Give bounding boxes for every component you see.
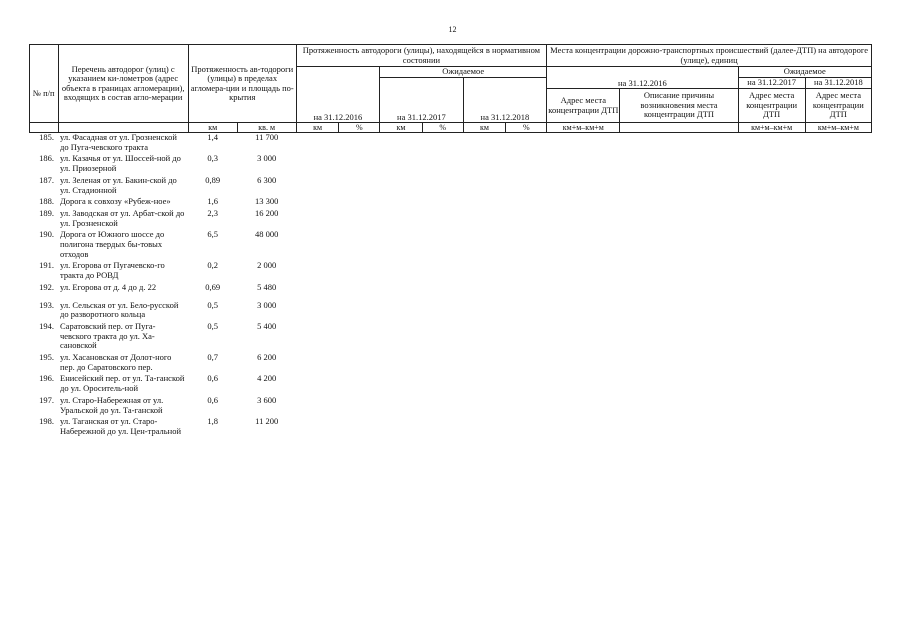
road-area: 6 200 <box>257 352 277 363</box>
unit-empty <box>620 123 738 133</box>
table-row <box>30 261 872 282</box>
unit-empty <box>58 123 188 133</box>
road-name: ул. Казачья от ул. Шоссей-ной до ул. Приозерной <box>60 153 181 174</box>
road-length: 1,8 <box>207 416 219 427</box>
unit-empty <box>30 123 59 133</box>
road-length: 1,6 <box>207 196 219 207</box>
road-area: 5 480 <box>257 281 277 292</box>
table-row <box>30 209 872 230</box>
road-length: 2,3 <box>207 207 219 218</box>
header-dtp-address-2018: Адрес места концентрации ДТП <box>805 89 871 123</box>
table-row <box>30 353 872 374</box>
row-number: 187. <box>39 174 54 185</box>
road-length: 0,89 <box>205 174 221 185</box>
road-area: 2 000 <box>257 260 277 271</box>
road-area: 4 200 <box>257 373 277 384</box>
unit-km-2016: км <box>296 123 339 133</box>
page-number: 12 <box>448 25 457 34</box>
road-name: Саратовский пер. от Пуга-чевского тракта до ул. Ха-сановской <box>60 320 156 351</box>
header-normative-2018: на 31.12.2018 <box>463 78 547 123</box>
row-number: 186. <box>39 153 54 164</box>
road-name: ул. Егорова от Пугачевско-го тракта до РОВД <box>60 260 165 281</box>
table-row <box>30 230 872 261</box>
row-number: 198. <box>39 416 54 427</box>
row-number: 191. <box>39 260 54 271</box>
row-number: 192. <box>39 281 54 292</box>
row-number: 190. <box>39 229 54 240</box>
header-dtp-expected: Ожидаемое <box>738 67 871 78</box>
unit-sq-m: кв. м <box>237 123 296 133</box>
header-normative-expected: Ожидаемое <box>380 67 547 78</box>
road-area: 5 400 <box>257 320 277 331</box>
table-row <box>30 322 872 353</box>
road-name: ул. Фасадная от ул. Грозненской до Пуга-чевского тракта <box>60 132 177 152</box>
road-name: Енисейский пер. от ул. Та-ганской до ул. Ороситель-ной <box>60 373 185 394</box>
road-area: 3 000 <box>257 299 277 310</box>
table-row <box>30 154 872 175</box>
road-length: 0,3 <box>207 153 219 164</box>
table-row <box>30 301 872 322</box>
row-number: 197. <box>39 394 54 405</box>
road-length: 6,5 <box>207 229 219 240</box>
table-body <box>30 133 872 439</box>
table-row <box>30 417 872 438</box>
road-length: 0,2 <box>207 260 219 271</box>
row-number: 194. <box>39 320 54 331</box>
road-area: 3 000 <box>257 153 277 164</box>
units-row <box>30 123 872 133</box>
header-dtp-address-2017: Адрес места концентрации ДТП <box>738 89 805 123</box>
header-normative-2016: на 31.12.2016 <box>296 67 379 123</box>
road-name: ул. Сельская от ул. Бело-русской до разворотного кольца <box>60 299 179 320</box>
header-normative-2017: на 31.12.2017 <box>380 78 463 123</box>
unit-percent-2016: % <box>339 123 380 133</box>
header-dtp-description: Описание причины возникновения места концентрации ДТП <box>620 89 738 123</box>
road-name: ул. Таганская от ул. Старо-Набережной до ул. Цен-тральной <box>60 416 182 436</box>
unit-km-2018: км <box>463 123 506 133</box>
roads-table <box>29 44 872 439</box>
road-area: 3 600 <box>257 394 277 405</box>
unit-kmm-2017: км+м–км+м <box>738 123 805 133</box>
road-length: 1,4 <box>207 132 219 142</box>
row-number: 188. <box>39 196 54 207</box>
road-name: Дорога к совхозу «Рубеж-ное» <box>60 196 171 207</box>
unit-percent-2017: % <box>422 123 463 133</box>
road-area: 11 700 <box>255 132 279 142</box>
road-length: 0,6 <box>207 394 219 405</box>
row-number: 195. <box>39 352 54 363</box>
header-dtp-address: Адрес места концентрации ДТП <box>547 89 620 123</box>
header-dtp-2016: на 31.12.2016 <box>547 67 738 89</box>
unit-kmm-2016: км+м–км+м <box>547 123 620 133</box>
road-length: 0,5 <box>207 320 219 331</box>
road-length: 0,69 <box>205 281 221 292</box>
header-dtp-2018: на 31.12.2018 <box>805 78 871 89</box>
road-name: ул. Егорова от д. 4 до д. 22 <box>60 281 157 292</box>
unit-kmm-2018: км+м–км+м <box>805 123 871 133</box>
road-name: ул. Старо-Набережная от ул. Уральской до ул. Та-ганской <box>60 394 164 415</box>
road-area: 13 300 <box>254 196 279 207</box>
unit-percent-2018: % <box>506 123 547 133</box>
header-dtp-places: Места концентрации дорожно-транспортных происшествий (далее-ДТП) на автодороге (улице), единиц <box>547 45 872 67</box>
header-length: Протяженность ав-тодороги (улицы) в пределах агломера-ции и площадь по-крытия <box>188 45 296 123</box>
row-number: 189. <box>39 207 54 218</box>
road-area: 11 200 <box>255 416 279 427</box>
table-row <box>30 283 872 301</box>
road-name: ул. Зеленая от ул. Бакин-ской до ул. Стадионной <box>60 174 177 195</box>
header-road-list: Перечень автодорог (улиц) с указанием ки-лометров (адрес объекта в границах агломерации), входящих в состав агло-мерации <box>58 45 188 123</box>
road-area: 6 300 <box>257 174 277 185</box>
header-dtp-2017: на 31.12.2017 <box>738 78 805 89</box>
unit-km: км <box>188 123 237 133</box>
table-row <box>30 176 872 197</box>
road-name: Дорога от Южного шоссе до полигона твердых бы-товых отходов <box>60 229 165 259</box>
road-name: ул. Хасановская от Долот-ного пер. до Саратовского пер. <box>60 352 172 372</box>
header-number: № п/п <box>30 45 59 123</box>
table-row <box>30 396 872 417</box>
road-area: 48 000 <box>254 229 279 240</box>
road-area: 16 200 <box>254 207 279 218</box>
road-length: 0,6 <box>207 373 219 384</box>
row-number: 185. <box>39 132 54 142</box>
row-number: 193. <box>39 299 54 310</box>
road-length: 0,5 <box>207 299 219 310</box>
table-row <box>30 133 872 155</box>
unit-km-2017: км <box>380 123 423 133</box>
table-header <box>30 45 872 133</box>
row-number: 196. <box>39 373 54 384</box>
table-row <box>30 374 872 395</box>
road-name: ул. Заводская от ул. Арбат-ской до ул. Грозненской <box>60 207 185 228</box>
road-length: 0,7 <box>207 352 219 363</box>
header-normative-length: Протяженность автодороги (улицы), находящейся в нормативном состоянии <box>296 45 546 67</box>
